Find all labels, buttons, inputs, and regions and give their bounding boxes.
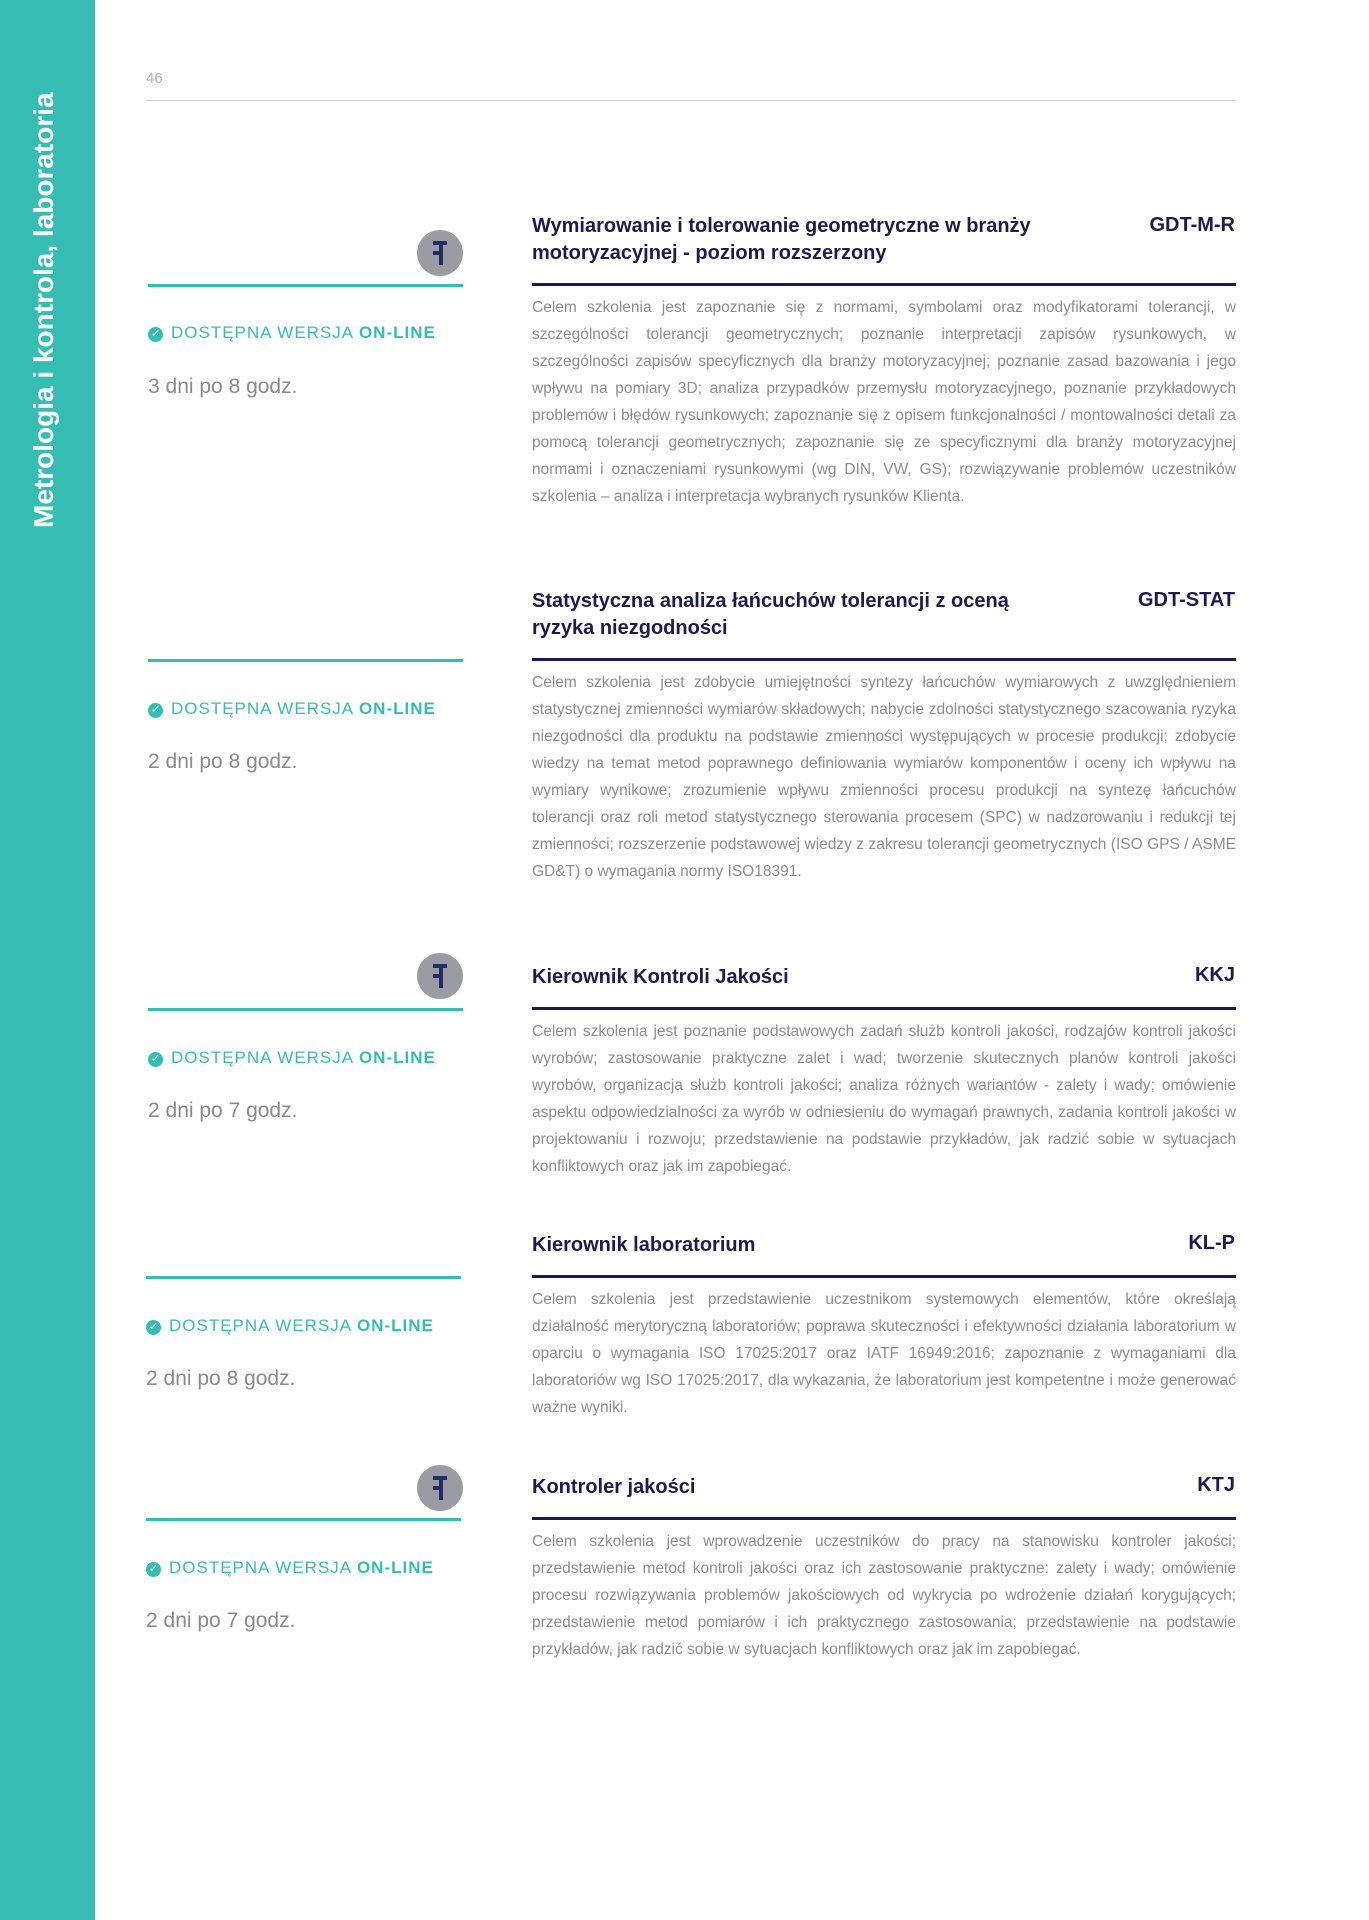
check-circle-icon: ✓ bbox=[148, 1052, 163, 1067]
course-code: GDT-STAT bbox=[1137, 589, 1235, 611]
online-badge bbox=[146, 1558, 434, 1578]
title-rule bbox=[532, 283, 1236, 286]
course-description: Celem szkolenia jest przedstawienie uczestnikom systemowych elementów, które określają działalność merytoryczną laboratoriów; poprawa skuteczności i efektywności działania laboratorium w oparciu o wymagania ISO 17025:2017 oraz IATF 16949:2016; zapoznanie z wymaganiami dla laboratoriów wg ISO 17025:2017, dla wykazania, że laboratorium jest kompetentne i może generować ważne wyniki. bbox=[532, 1291, 1236, 1416]
online-label-emphasis: ON-LINE bbox=[358, 1048, 436, 1067]
online-badge bbox=[148, 699, 436, 719]
course-code: KL-P bbox=[1188, 1232, 1235, 1254]
course-title: Wymiarowanie i tolerowanie geometryczne w branży motoryzacyjnej - poziom rozszerzony bbox=[532, 215, 1031, 264]
left-rule bbox=[148, 284, 463, 287]
logo-icon bbox=[417, 1465, 463, 1511]
check-circle-icon: ✓ bbox=[148, 327, 163, 342]
course-description: Celem szkolenia jest poznanie podstawowych zadań służb kontroli jakości, rodzajów kontroli jakości wyrobów; zastosowanie praktyczne zalet i wad; tworzenie skutecznych planów kontroli jakości wyrobów, organizacja służb kontroli jakości; analiza różnych wariantów - zalety i wady; omówienie aspektu odpowiedzialności za wyrób w odniesieniu do wymagań prawnych, zadania kontroli jakości w projektowaniu i rozwoju; przedstawienie na podstawie przykładów, jak radzić sobie w sytuacjach konfliktowych oraz jak im zapobiegać. bbox=[532, 1023, 1236, 1175]
online-label-prefix: DOSTĘPNA WERSJA bbox=[171, 699, 359, 718]
sidebar bbox=[0, 0, 95, 1920]
sidebar-title-wrap bbox=[28, 92, 68, 560]
title-rule bbox=[532, 1517, 1236, 1520]
title-rule bbox=[532, 658, 1236, 661]
course-description: Celem szkolenia jest wprowadzenie uczestników do pracy na stanowisku kontroler jakości; przedstawienie metod kontroli jakości oraz ich zastosowanie praktyczne: zalety i wady; omówienie procesu rozwiązywania problemów jakościowych od wykrycia po wdrożenie działań korygujących; przedstawienie metod pomiarów i ich praktycznego zastosowania; przedstawienie na podstawie przykładów, jak radzić sobie w sytuacjach konfliktowych oraz jak im zapobiegać. bbox=[532, 1533, 1236, 1658]
online-label-emphasis: ON-LINE bbox=[358, 699, 436, 718]
course-duration: 3 dni po 8 godz. bbox=[148, 375, 298, 398]
online-label-prefix: DOSTĘPNA WERSJA bbox=[171, 323, 359, 342]
sidebar-title: Metrologia i kontrola, laboratoria bbox=[28, 92, 59, 528]
course-code: KTJ bbox=[1197, 1474, 1235, 1496]
course-title: Kierownik laboratorium bbox=[532, 1234, 756, 1256]
logo-icon bbox=[417, 953, 463, 999]
left-rule bbox=[148, 659, 463, 662]
course-duration: 2 dni po 7 godz. bbox=[146, 1609, 296, 1632]
course-title: Kierownik Kontroli Jakości bbox=[532, 966, 789, 988]
left-rule bbox=[146, 1518, 461, 1521]
online-label-prefix: DOSTĘPNA WERSJA bbox=[171, 1048, 359, 1067]
title-rule bbox=[532, 1007, 1236, 1010]
logo-icon bbox=[417, 230, 463, 276]
check-circle-icon: ✓ bbox=[146, 1562, 161, 1577]
online-label-emphasis: ON-LINE bbox=[358, 323, 436, 342]
top-rule bbox=[146, 100, 1236, 101]
left-rule bbox=[146, 1276, 461, 1279]
course-title: Statystyczna analiza łańcuchów tolerancji z oceną ryzyka niezgodności bbox=[532, 590, 1009, 639]
online-label-prefix: DOSTĘPNA WERSJA bbox=[169, 1558, 357, 1577]
online-label-emphasis: ON-LINE bbox=[356, 1316, 434, 1335]
online-badge bbox=[148, 323, 436, 343]
online-badge bbox=[146, 1316, 434, 1336]
course-duration: 2 dni po 7 godz. bbox=[148, 1099, 298, 1122]
course-description: Celem szkolenia jest zdobycie umiejętności syntezy łańcuchów wymiarowych z uwzględnieniem statystycznej zmienności wymiarów składowych; nabycie zdolności statystycznego szacowania ryzyka niezgodności dla produktu na podstawie zmienności występujących w procesie produkcji; zdobycie wiedzy na temat metod poprawnego definiowania wymiarów komponentów i oceny ich wpływu na wymiary wynikowe; zrozumienie wpływu zmienności procesu produkcji na syntezę łańcuchów tolerancji oraz roli metod statystycznego sterowania procesem (SPC) w nadzorowaniu i redukcji tej zmienności; rozszerzenie podstawowej wiedzy z zakresu tolerancji geometrycznych (ISO GPS / ASME GD&T) o wymagania normy ISO18391. bbox=[532, 674, 1236, 880]
course-duration: 2 dni po 8 godz. bbox=[148, 750, 298, 773]
online-label-emphasis: ON-LINE bbox=[356, 1558, 434, 1577]
course-code: GDT-M-R bbox=[1149, 214, 1235, 236]
course-title: Kontroler jakości bbox=[532, 1476, 696, 1498]
title-rule bbox=[532, 1275, 1236, 1278]
online-label-prefix: DOSTĘPNA WERSJA bbox=[169, 1316, 357, 1335]
course-code: KKJ bbox=[1194, 964, 1235, 986]
check-circle-icon: ✓ bbox=[148, 703, 163, 718]
course-description: Celem szkolenia jest zapoznanie się z normami, symbolami oraz modyfikatorami tolerancji, w szczególności tolerancji geometrycznych; poznanie interpretacji zapisów rysunkowych, w szczególności zapisów specyficznych dla branży motoryzacyjnej; poznanie zasad bazowania i jego wpływu na pomiary 3D; analiza przypadków przemysłu motoryzacyjnego, poznanie przykładowych problemów i błędów rysunkowych; zapoznanie się z opisem funkcjonalności / montowalności detali za pomocą tolerancji geometrycznych; zapoznanie się ze specyficznymi dla branży motoryzacyjnej normami i oznaczeniami rysunkowymi (wg DIN, VW, GS); rozwiązywanie problemów uczestników szkolenia – analiza i interpretacja wybranych rysunków Klienta. bbox=[532, 299, 1236, 505]
left-rule bbox=[148, 1008, 463, 1011]
page-number: 46 bbox=[146, 70, 163, 87]
course-duration: 2 dni po 8 godz. bbox=[146, 1367, 296, 1390]
online-badge bbox=[148, 1048, 436, 1068]
check-circle-icon: ✓ bbox=[146, 1320, 161, 1335]
